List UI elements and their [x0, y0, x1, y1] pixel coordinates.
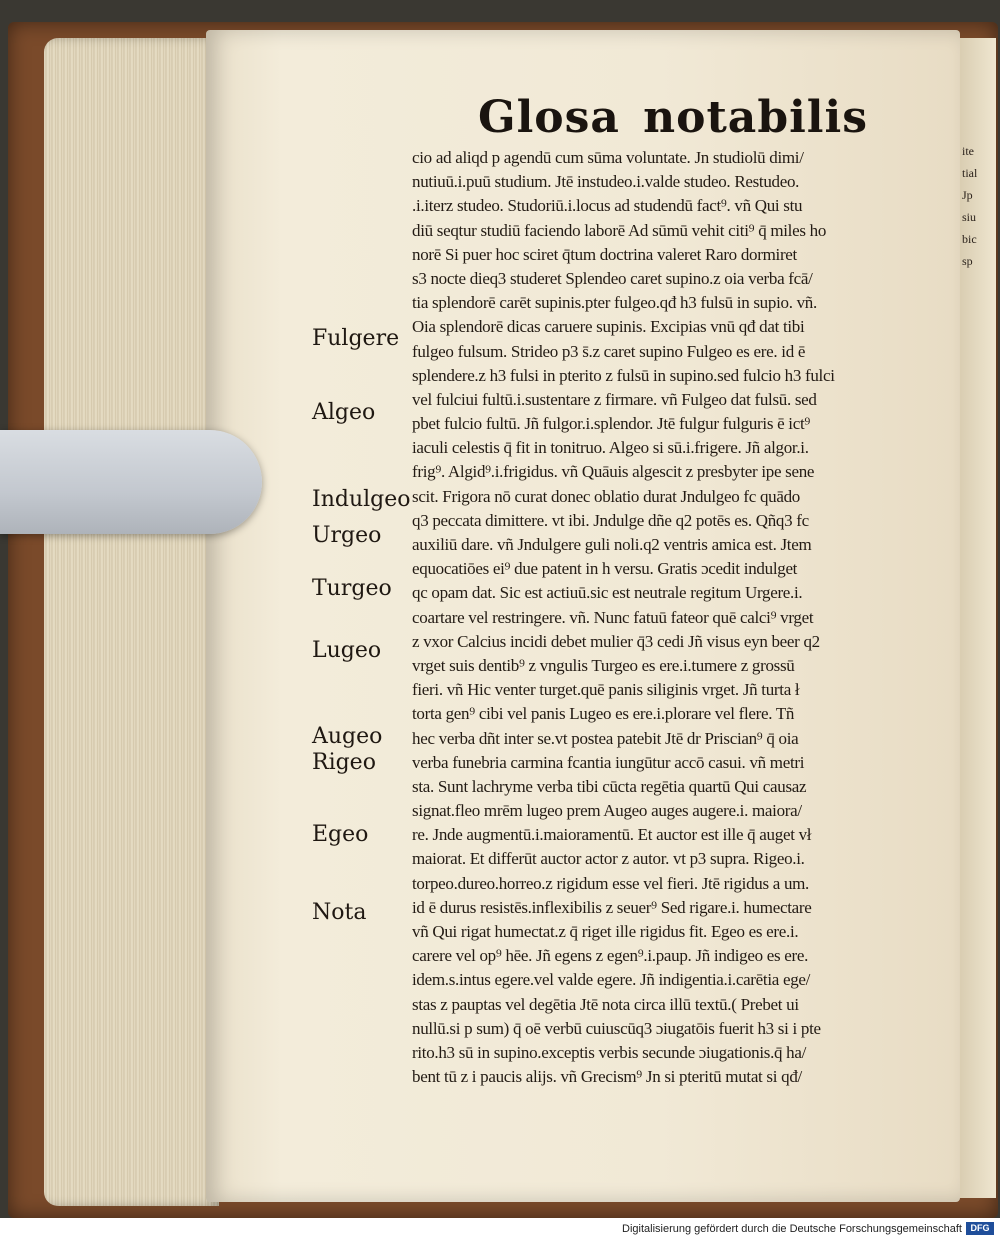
text-line: bent tū z i paucis alijs. vñ Grecism⁹ Jn si pteritū mutat si qđ/ [412, 1067, 802, 1087]
text-line: vel fulciui fultū.i.sustentare z firmare. vñ Fulgeo dat fulsū. sed [412, 389, 817, 409]
page-block-edges [44, 38, 219, 1206]
text-line: nullū.si p sum) q̄ oē verbū cuiuscūq3 ɔiugatōis fuerit h3 si i pte [412, 1018, 821, 1038]
margin-note: Turgeo [312, 576, 392, 601]
finger-overlay [0, 430, 262, 534]
text-line: fulgeo fulsum. Strideo p3 s̄.z caret supino Fulgeo es ere. id ē [412, 341, 806, 361]
text-line: scit. Frigora nō curat donec oblatio durat Jndulgeo fc quādo [412, 486, 801, 506]
main-text-block [412, 146, 908, 1089]
text-line: carere vel op⁹ hēe. Jñ egens z egen⁹.i.paup. Jñ indigeo es ere. [412, 946, 809, 966]
text-line: re. Jnde augmentū.i.maioramentū. Et auctor est ille q̄ auget vł [412, 825, 812, 845]
text-line: signat.fleo mrēm lugeo prem Augeo auges augere.i. maiora/ [412, 801, 802, 821]
text-line: maiorat. Et differūt auctor actor z autor. vt p3 supra. Rigeo.i. [412, 849, 805, 869]
margin-note: Nota [312, 900, 367, 925]
text-line: frig⁹. Algid⁹.i.frigidus. vñ Quāuis algescit z presbyter ipe sene [412, 462, 815, 482]
heading-right: notabilis [643, 92, 868, 143]
text-line: z vxor Calcius incidi debet mulier q̄3 cedi Jñ visus eyn beer q2 [412, 631, 820, 651]
text-line: q3 peccata dimittere. vt ibi. Jndulge dñe q2 potēs es. Qñq3 fc [412, 510, 809, 530]
heading-left: Glosa [478, 92, 620, 143]
text-line: splendere.z h3 fulsi in pterito z fulsū in supino.sed fulcio h3 fulci [412, 365, 835, 385]
text-line: pbet fulcio fultū. Jñ fulgor.i.splendor. Jtē fulgur fulguris ē ict⁹ [412, 414, 811, 434]
text-line: s3 nocte dieq3 studeret Splendeo caret supino.z oia verba fcā/ [412, 268, 813, 288]
text-line: iaculi celestis q̄ fit in tonitruo. Algeo si sū.i.frigere. Jñ algor.i. [412, 438, 809, 458]
text-line: coartare vel restringere. vñ. Nunc fatuū fateor quē calci⁹ vrget [412, 607, 814, 627]
margin-note: Lugeo [312, 638, 382, 663]
text-line: torpeo.dureo.horreo.z rigidum esse vel fieri. Jtē rigidus a um. [412, 873, 810, 893]
page-heading [478, 92, 868, 143]
margin-note: Egeo [312, 822, 369, 847]
text-line: qc opam dat. Sic est actiuū.sic est neutrale regitum Urgere.i. [412, 583, 803, 603]
text-line: fieri. vñ Hic venter turget.quē panis siliginis vrget. Jñ turta ł [412, 680, 800, 700]
margin-note: Indulgeo [312, 487, 411, 512]
margin-note: Urgeo [312, 523, 382, 548]
footer-bar [0, 1218, 1000, 1240]
text-line: cio ad aliqd p agendū cum sūma voluntate. Jn studiolū dimi/ [412, 148, 804, 167]
facing-page-fragment: ite tial Jp siu bic sp [962, 144, 978, 268]
text-line: .i.iterz studeo. Studoriū.i.locus ad studendū fact⁹. vñ Qui stu [412, 196, 803, 216]
margin-note: Rigeo [312, 750, 376, 775]
text-line: tia splendorē carēt supinis.pter fulgeo.qđ h3 fulsū in supio. vñ. [412, 293, 817, 313]
margin-note: Augeo [312, 724, 383, 749]
text-line: verba funebria carmina fcantia iungūtur accō casui. vñ metri [412, 752, 805, 772]
margin-note: Fulgere [312, 326, 400, 351]
text-line: diū seqtur studiū faciendo laborē Ad sūmū vehit citi⁹ q̄ miles ho [412, 220, 827, 240]
text-line: idem.s.intus egere.vel valde egere. Jñ indigentia.i.carētia ege/ [412, 970, 811, 990]
text-line: sta. Sunt lachryme verba tibi cūcta regētia quartū Qui causaz [412, 776, 807, 796]
text-line: Oia splendorē dicas caruere supinis. Excipias vnū qđ dat tibi [412, 317, 805, 337]
text-line: rito.h3 sū in supino.exceptis verbis secunde ɔiugationis.q̄ ha/ [412, 1042, 807, 1062]
text-line: stas z pauptas vel degētia Jtē nota circa illū textū.( Prebet ui [412, 994, 799, 1014]
text-line: auxiliū dare. vñ Jndulgere guli noli.q2 ventris amica est. Jtem [412, 535, 812, 554]
text-line: equocatiōes ei⁹ due patent in h versu. Gratis ɔcedit indulget [412, 559, 798, 579]
text-line: nutiuū.i.puū studium. Jtē instudeo.i.valde studeo. Restudeo. [412, 172, 800, 192]
text-line: torta gen⁹ cibi vel panis Lugeo es ere.i.plorare vel flere. Tñ [412, 704, 795, 724]
footer-credit: Digitalisierung gefördert durch die Deutsche Forschungsgemeinschaft [622, 1223, 962, 1235]
text-line: hec verba dñt inter se.vt postea patebit Jtē dr Priscian⁹ q̄ oia [412, 728, 799, 748]
margin-note: Algeo [312, 400, 376, 425]
text-line: vñ Qui rigat humectat.z q̄ riget ille rigidus fit. Egeo es ere.i. [412, 922, 799, 941]
text-line: vrget suis dentib⁹ z vngulis Turgeo es ere.i.tumere z grossū [412, 655, 795, 675]
dfg-logo: DFG [966, 1222, 994, 1235]
text-line: norē Si puer hoc sciret q̄tum doctrina valeret Raro dormiret [412, 244, 797, 264]
text-line: id ē durus resistēs.inflexibilis z seuer⁹ Sed rigare.i. humectare [412, 897, 812, 917]
